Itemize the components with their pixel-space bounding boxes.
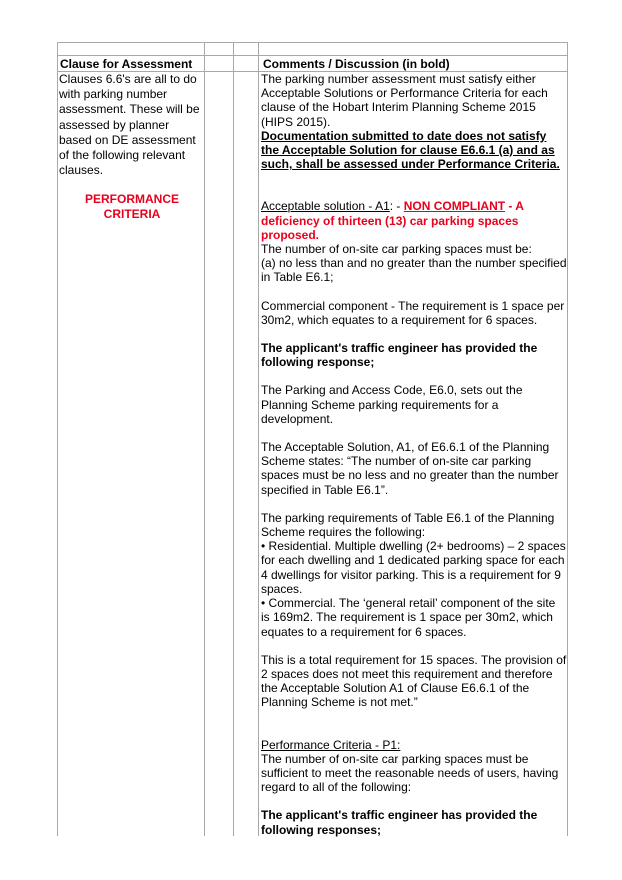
a1-item-a: (a) no less than and no greater than the number specified in Table E6.1; [261, 256, 567, 285]
header-comments-discussion: Comments / Discussion (in bold) [263, 57, 450, 71]
a1-separator: : - [389, 199, 404, 214]
documentation-note: Documentation submitted to date does not satisfy the Acceptable Solution for clause E6.6.1 (a) and as such, shall be assessed under Performance Criteria. [261, 128, 560, 172]
table-header-top [57, 55, 568, 56]
a1-text: The number of on-site car parking spaces must be: [261, 242, 532, 257]
table-border-top [57, 42, 568, 43]
performance-criteria-p1-label: Performance Criteria - P1: [261, 737, 401, 752]
acceptable-solution-a1-line [261, 199, 567, 242]
a1-deficiency: - A deficiency of thirteen (13) car parking spaces proposed. [261, 199, 524, 242]
comments-cell [261, 72, 567, 837]
clause-cell [59, 72, 205, 221]
commercial-component-paragraph: Commercial component - The requirement is 1 space per 30m2, which equates to a requirement for 6 spaces. [261, 298, 565, 327]
performance-criteria-line1: PERFORMANCE [84, 192, 179, 207]
a1-status-badge: NON COMPLIANT [403, 199, 506, 214]
parking-code-paragraph: The Parking and Access Code, E6.0, sets out the Planning Scheme parking requirements for a development. [261, 383, 523, 426]
total-requirement-paragraph: This is a total requirement for 15 spaces. The provision of 2 spaces does not meet this requirement and therefore the Acceptable Solution A1 of Clause E6.6.1 of the Planning Scheme is not met.” [261, 652, 567, 710]
table-border-left [57, 42, 58, 836]
performance-criteria-p1-text: The number of on-site car parking spaces must be sufficient to meet the reasonable needs of users, having regard to all of the following: [261, 751, 559, 795]
header-clause-for-assessment: Clause for Assessment [60, 57, 193, 71]
table-column-divider-2 [233, 42, 234, 836]
performance-criteria-line2: CRITERIA [103, 206, 161, 221]
engineer-responses-heading: The applicant's traffic engineer has provided the following responses; [261, 808, 538, 837]
table-requirements-paragraph: The parking requirements of Table E6.1 of the Planning Scheme requires the following: [261, 510, 555, 540]
assessment-intro-paragraph: The parking number assessment must satisfy either Acceptable Solutions or Performance Criteria for each clause of the Hobart Interim Planning Scheme 2015 (HIPS 2015). [261, 72, 548, 129]
clause-intro-text: Clauses 6.6's are all to do with parking number assessment. These will be assessed by planner based on DE assessment of the following relevant clauses. [59, 72, 200, 178]
acceptable-solution-quote-paragraph: The Acceptable Solution, A1, of E6.6.1 of the Planning Scheme states: “The number of on-site car parking spaces must be no less and no greater than the number specified in Table E6.1”. [261, 440, 559, 497]
table-border-right [567, 42, 568, 836]
engineer-response-heading: The applicant's traffic engineer has provided the following response; [261, 341, 538, 370]
a1-label: Acceptable solution - A1 [261, 199, 390, 214]
table-column-divider-3 [258, 42, 259, 836]
commercial-bullet: • Commercial. The ‘general retail’ component of the site is 169m2. The requirement is 1 space per 30m2, which equates to a requirement for 6 spaces. [261, 596, 556, 639]
residential-bullet: • Residential. Multiple dwelling (2+ bedrooms) – 2 spaces for each dwelling and 1 dedicated parking space for each 4 dwellings for visitor parking. This is a requirement for 9 spaces. [261, 539, 566, 596]
performance-criteria-heading [59, 192, 205, 221]
